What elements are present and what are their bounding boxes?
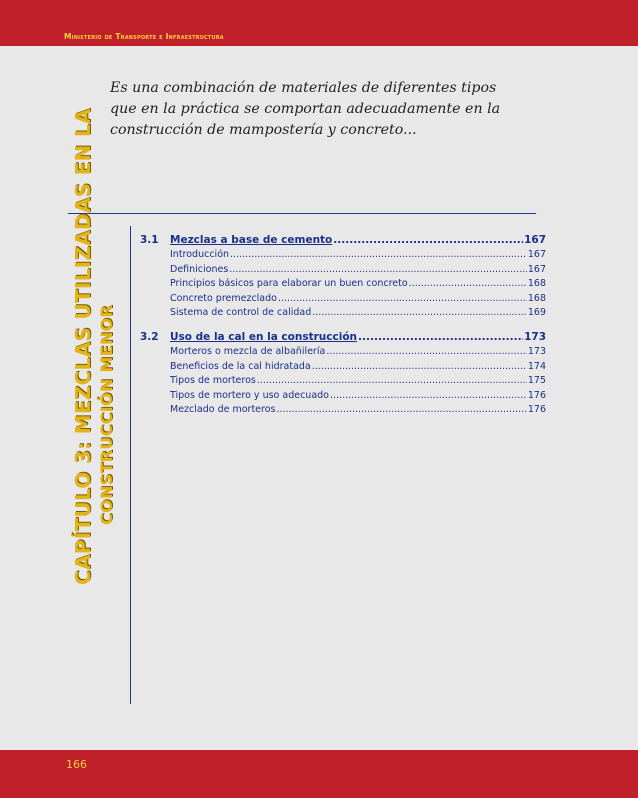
- dot-leader: [229, 263, 527, 278]
- table-of-contents: [140, 232, 546, 426]
- intro-line-3: construcción de mampostería y concreto...: [110, 122, 417, 138]
- dot-leader: [409, 277, 527, 292]
- toc-entry[interactable]: [140, 389, 546, 404]
- chapter-title-line-1: CAPÍTULO 3: MEZCLAS UTILIZADAS EN LA: [71, 108, 95, 585]
- dot-leader: [230, 248, 527, 263]
- entry-page: 176: [527, 404, 546, 416]
- toc-entry[interactable]: [140, 345, 546, 360]
- dot-leader: [358, 329, 523, 345]
- entry-title: Tipos de mortero y uso adecuado: [170, 389, 329, 401]
- section-number: 3.2: [140, 330, 159, 343]
- entry-page: 176: [527, 389, 546, 401]
- entry-page: 175: [527, 375, 546, 387]
- entry-page: 167: [527, 263, 546, 275]
- toc-section-heading[interactable]: [140, 232, 546, 248]
- entry-title: Definiciones: [170, 263, 229, 275]
- toc-entry[interactable]: [140, 360, 546, 375]
- entry-page: 169: [527, 307, 546, 319]
- entry-page: 174: [527, 360, 546, 372]
- toc-entry[interactable]: [140, 292, 546, 307]
- chapter-title: [70, 108, 118, 585]
- entry-page: 168: [527, 292, 546, 304]
- entry-title: Tipos de morteros: [170, 375, 256, 387]
- toc-entry[interactable]: [140, 403, 546, 418]
- header-title: Ministerio de Transporte e Infraestructura: [64, 32, 224, 41]
- chapter-title-line-2: CONSTRUCCIÓN MENOR: [97, 304, 116, 525]
- toc-entry[interactable]: [140, 306, 546, 321]
- toc-entry[interactable]: [140, 277, 546, 292]
- entry-page: 173: [527, 345, 546, 357]
- section-page: 173: [524, 330, 546, 343]
- intro-paragraph: [110, 78, 540, 141]
- section-title: Mezclas a base de cemento: [170, 234, 333, 246]
- intro-line-2: que en la práctica se comportan adecuadamente en la: [110, 101, 501, 117]
- toc-section: [140, 329, 546, 418]
- toc-section: [140, 232, 546, 321]
- intro-line-1: Es una combinación de materiales de diferentes tipos: [110, 80, 497, 96]
- dot-leader: [257, 374, 527, 389]
- entry-title: Concreto premezclado: [170, 292, 277, 304]
- toc-entry[interactable]: [140, 374, 546, 389]
- vertical-divider: [130, 226, 131, 704]
- dot-leader: [326, 345, 527, 360]
- section-number: 3.1: [140, 234, 159, 246]
- entry-title: Sistema de control de calidad: [170, 307, 312, 319]
- dot-leader: [333, 232, 523, 248]
- toc-entry[interactable]: [140, 263, 546, 278]
- horizontal-divider: [68, 213, 536, 214]
- entry-title: Mezclado de morteros: [170, 404, 276, 416]
- dot-leader: [276, 403, 526, 418]
- dot-leader: [278, 292, 527, 307]
- entry-title: Beneficios de la cal hidratada: [170, 360, 311, 372]
- dot-leader: [312, 306, 527, 321]
- toc-section-heading[interactable]: [140, 329, 546, 345]
- toc-entry[interactable]: [140, 248, 546, 263]
- footer-bar: [0, 750, 638, 798]
- page-number: 166: [66, 758, 87, 771]
- dot-leader: [330, 389, 527, 404]
- header-bar: [0, 0, 638, 46]
- entry-page: 168: [527, 278, 546, 290]
- entry-title: Morteros o mezcla de albañilería: [170, 345, 326, 357]
- entry-title: Principios básicos para elaborar un buen concreto: [170, 278, 408, 290]
- section-title: Uso de la cal en la construcción: [170, 330, 358, 343]
- entry-page: 167: [527, 249, 546, 260]
- entry-title: Introducción: [170, 249, 230, 260]
- section-page: 167: [524, 234, 546, 246]
- dot-leader: [312, 360, 527, 375]
